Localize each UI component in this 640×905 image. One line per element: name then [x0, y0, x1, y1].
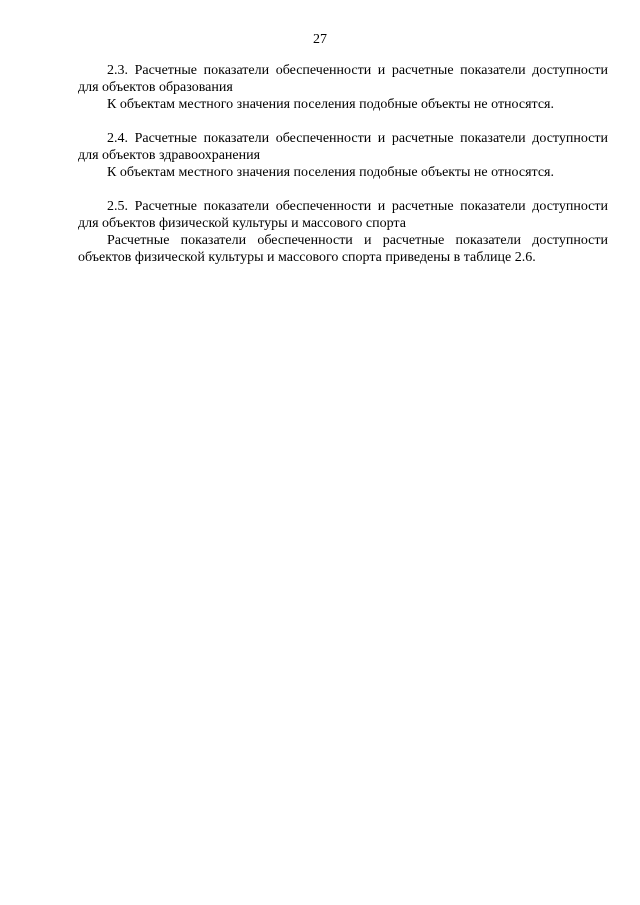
section-body: К объектам местного значения поселения подобные объекты не относятся. [107, 165, 554, 180]
page-number: 27 [313, 32, 327, 47]
section-2-4 [78, 130, 608, 181]
section-2-3 [78, 62, 608, 113]
section-heading: 2.5. Расчетные показатели обеспеченности и расчетные показатели доступности для объектов физической культуры и массового спорта [78, 199, 608, 231]
section-body: К объектам местного значения поселения подобные объекты не относятся. [107, 97, 554, 112]
section-body: Расчетные показатели обеспеченности и расчетные показатели доступности объектов физической культуры и массового спорта приведены в таблице 2.6. [78, 233, 608, 265]
section-heading: 2.3. Расчетные показатели обеспеченности и расчетные показатели доступности для объектов образования [78, 63, 608, 95]
section-heading: 2.4. Расчетные показатели обеспеченности и расчетные показатели доступности для объектов здравоохранения [78, 131, 608, 163]
section-2-5 [78, 198, 608, 266]
document-content [78, 62, 608, 283]
